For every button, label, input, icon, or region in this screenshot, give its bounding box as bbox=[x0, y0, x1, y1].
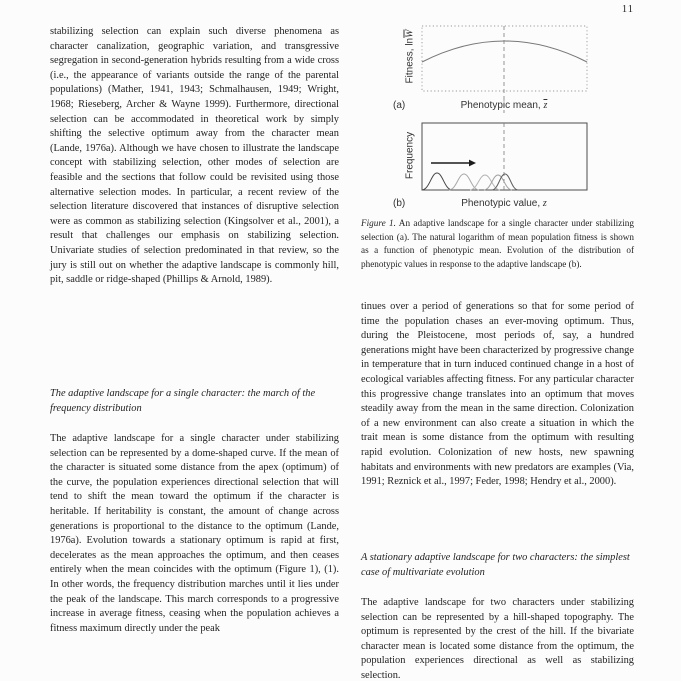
panel-a-x-axis-label: Phenotypic mean, $\overline{z}$ bbox=[460, 100, 548, 111]
plot-box-a bbox=[422, 26, 587, 91]
figure-1-plots bbox=[390, 20, 600, 220]
panel-a-tag: (a) bbox=[393, 100, 406, 111]
panel-a-y-axis-label: Fitness, $\ln\overline{W}$ bbox=[404, 29, 416, 84]
right-column-paragraph-2: The adaptive landscape for two characters under stabilizing selection can be represented by a hill-shaped topography. The optimum is represented by the crest of the hill. If the bivariate character mean is located some distance from the optimum, the population experiences directional as well as stabilizing selection. bbox=[361, 597, 634, 681]
left-column-paragraph-1: stabilizing selection can explain such diverse phenomena as character canalization, geographic variation, and transgressive segregation in second-generation hybrids resulting from a wide cross (i.e., the appearance of variants outside the range of the parental populations) (Mather, 1941, 1943; Schmalhausen, 1949; Wright, 1968; Rieseberg, Archer & Wayne 1999). Furthermore, directional selection can be accommodated in theoretical work by simply shifting the selective optimum away from the character mean (Lande, 1976a). Although we have chosen to illustrate the landscape concept with stabilizing selection, other modes of selection are feasible and the sections that follow could be revisited using those alternative selection modes. In particular, a recent review of the selection literature discovered that instances of disruptive selection were as common as stabilizing selection (Kingsolver et al., 2001), a result that challenges our emphasis on stabilizing selection. Univariate studies of selection predominated in that review, so the jury is still out on whether the adaptive landscape is commonly hill, pit, saddle or ridge-shaped (Phillips & Arnold, 1989). bbox=[50, 26, 339, 286]
left-column-paragraph-2: The adaptive landscape for a single character under stabilizing selection can be represented by a dome-shaped curve. If the mean of the character is situated some distance from the apex (optimum) of the curve, the population experiences directional selection that will tend to shift the mean toward the optimum if the character is heritable. If heritability is constant, the amount of change across generations is proportional to the distance to the optimum (Lande, 1976a). Evolution towards a stationary optimum is rapid at first, decelerates as the mean approaches the optimum, and then ceases entirely when the mean coincides with the optimum (Figure 1), (1). In other words, the frequency distribution marches until it lies under the peak of the landscape. This march corresponds to a progressive increase in average fitness, ceasing when the population achieves a fitness maximum directly under the peak bbox=[50, 433, 339, 634]
right-column-paragraph-1: tinues over a period of generations so that for some period of time the population chases an ever-moving optimum. Thus, during the Pleistocene, most periods of, say, a hundred generations might have been characterized by progressive change in temperature that in turn induced continued change in a host of ecological variables affecting fitness. For any particular character this progressive change translates into an optimum that moves steadily away from the mean in the same direction. Colonization of a new environment can also create a situation in which the trait mean is some distance from the optimum with resulting rapid evolution. Colonization of new hosts, new spawning habitats and environments with new predators are examples (Via, 1991; Reznick et al., 1997; Feder, 1998; Hendry et al., 2000). bbox=[361, 301, 634, 488]
frequency-bell-curve bbox=[422, 173, 452, 190]
left-column-heading: The adaptive landscape for a single character: the march of the frequency distribution bbox=[50, 388, 316, 414]
figure-caption-label: Figure 1. bbox=[361, 218, 396, 228]
march-arrow bbox=[431, 160, 476, 167]
page-number: 11 bbox=[621, 4, 634, 15]
figure-caption-text: An adaptive landscape for a single character under stabilizing selection (a). The natural logarithm of mean population fitness is shown as a function of phenotypic mean. Evolution of the distribution of phenotypic values in response to the adaptive landscape (b). bbox=[361, 218, 634, 269]
right-column-heading: A stationary adaptive landscape for two characters: the simplest case of multivariate evolution bbox=[361, 552, 630, 578]
figure-caption bbox=[361, 217, 634, 271]
panel-b-y-axis-label: Frequency bbox=[404, 131, 416, 180]
panel-b-x-axis-label: Phenotypic value, z bbox=[461, 198, 547, 209]
fitness-dome-curve bbox=[422, 41, 587, 62]
plot-box-b bbox=[422, 123, 587, 190]
panel-b-tag: (b) bbox=[393, 198, 406, 209]
